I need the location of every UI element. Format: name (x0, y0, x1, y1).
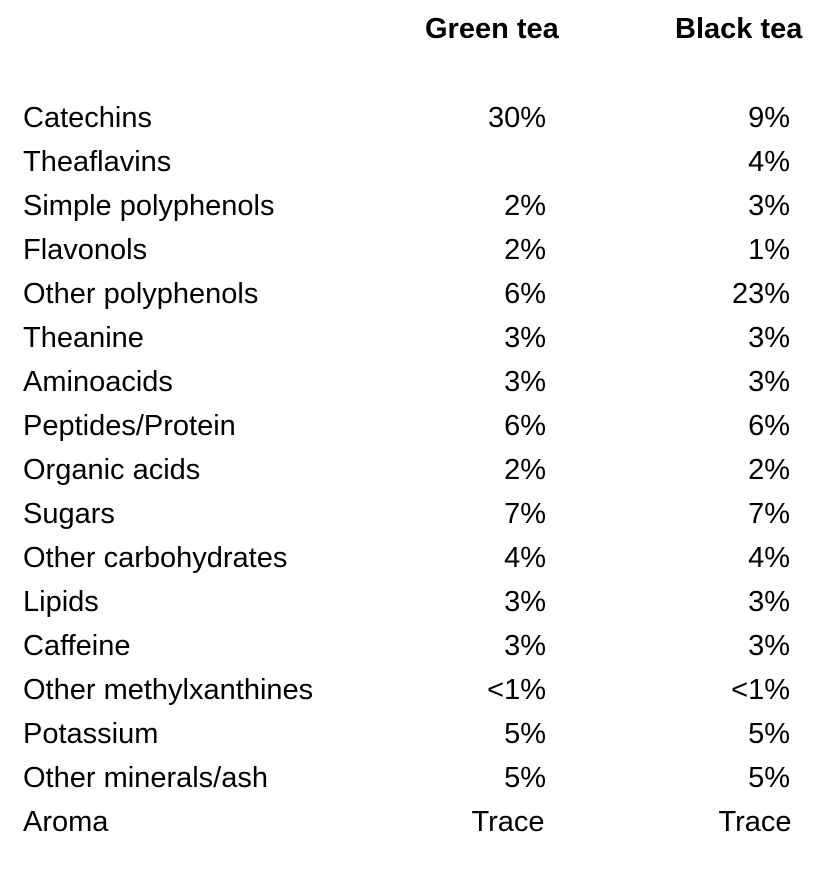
table-row (0, 624, 822, 668)
table-row (0, 228, 822, 272)
row-label: Other minerals/ash (23, 762, 268, 794)
green-tea-value: 6% (504, 278, 546, 310)
row-label: Other polyphenols (23, 278, 259, 310)
black-tea-value: 5% (748, 718, 790, 750)
black-tea-value: 7% (748, 498, 790, 530)
black-tea-value: 4% (748, 146, 790, 178)
table-row (0, 316, 822, 360)
green-tea-value: 3% (504, 322, 546, 354)
table-row (0, 668, 822, 712)
green-tea-value: 3% (504, 586, 546, 618)
table-row (0, 448, 822, 492)
table-row (0, 96, 822, 140)
green-tea-value: 2% (504, 454, 546, 486)
row-label: Simple polyphenols (23, 190, 275, 222)
table-body (0, 96, 822, 844)
row-label: Catechins (23, 102, 152, 134)
column-header-green-tea: Green tea (425, 13, 559, 45)
black-tea-value: 3% (748, 190, 790, 222)
table-row (0, 756, 822, 800)
table-row (0, 184, 822, 228)
row-label: Other carbohydrates (23, 542, 288, 574)
black-tea-value: 3% (748, 366, 790, 398)
table-row (0, 492, 822, 536)
black-tea-value: 3% (748, 586, 790, 618)
black-tea-value: 9% (748, 102, 790, 134)
black-tea-value: 6% (748, 410, 790, 442)
table-row (0, 360, 822, 404)
row-label: Organic acids (23, 454, 201, 486)
table-row (0, 800, 822, 844)
row-label: Flavonols (23, 234, 148, 266)
green-tea-value: Trace (471, 806, 545, 838)
black-tea-value: <1% (731, 674, 790, 706)
green-tea-value: 4% (504, 542, 546, 574)
green-tea-value: 7% (504, 498, 546, 530)
row-label: Sugars (23, 498, 115, 530)
row-label: Theanine (23, 322, 144, 354)
black-tea-value: 4% (748, 542, 790, 574)
table-row (0, 536, 822, 580)
green-tea-value: 2% (504, 234, 546, 266)
black-tea-value: 5% (748, 762, 790, 794)
column-header-black-tea: Black tea (675, 13, 803, 45)
row-label: Potassium (23, 718, 159, 750)
row-label: Peptides/Protein (23, 410, 236, 442)
black-tea-value: 23% (731, 278, 790, 310)
table-row (0, 404, 822, 448)
green-tea-value: 2% (504, 190, 546, 222)
black-tea-value: 1% (748, 234, 790, 266)
black-tea-value: 2% (748, 454, 790, 486)
green-tea-value: 3% (504, 630, 546, 662)
green-tea-value: 5% (504, 718, 546, 750)
row-label: Caffeine (23, 630, 131, 662)
row-label: Lipids (23, 586, 99, 618)
green-tea-value: 30% (487, 102, 546, 134)
green-tea-value: 6% (504, 410, 546, 442)
row-label: Theaflavins (23, 146, 172, 178)
table-row (0, 272, 822, 316)
row-label: Aroma (23, 806, 109, 838)
row-label: Other methylxanthines (23, 674, 314, 706)
green-tea-value: 5% (504, 762, 546, 794)
green-tea-value: <1% (487, 674, 546, 706)
table-row (0, 580, 822, 624)
row-label: Aminoacids (23, 366, 173, 398)
green-tea-value: 3% (504, 366, 546, 398)
table-row (0, 712, 822, 756)
black-tea-value: 3% (748, 630, 790, 662)
black-tea-value: 3% (748, 322, 790, 354)
table-row (0, 140, 822, 184)
black-tea-value: Trace (718, 806, 792, 838)
